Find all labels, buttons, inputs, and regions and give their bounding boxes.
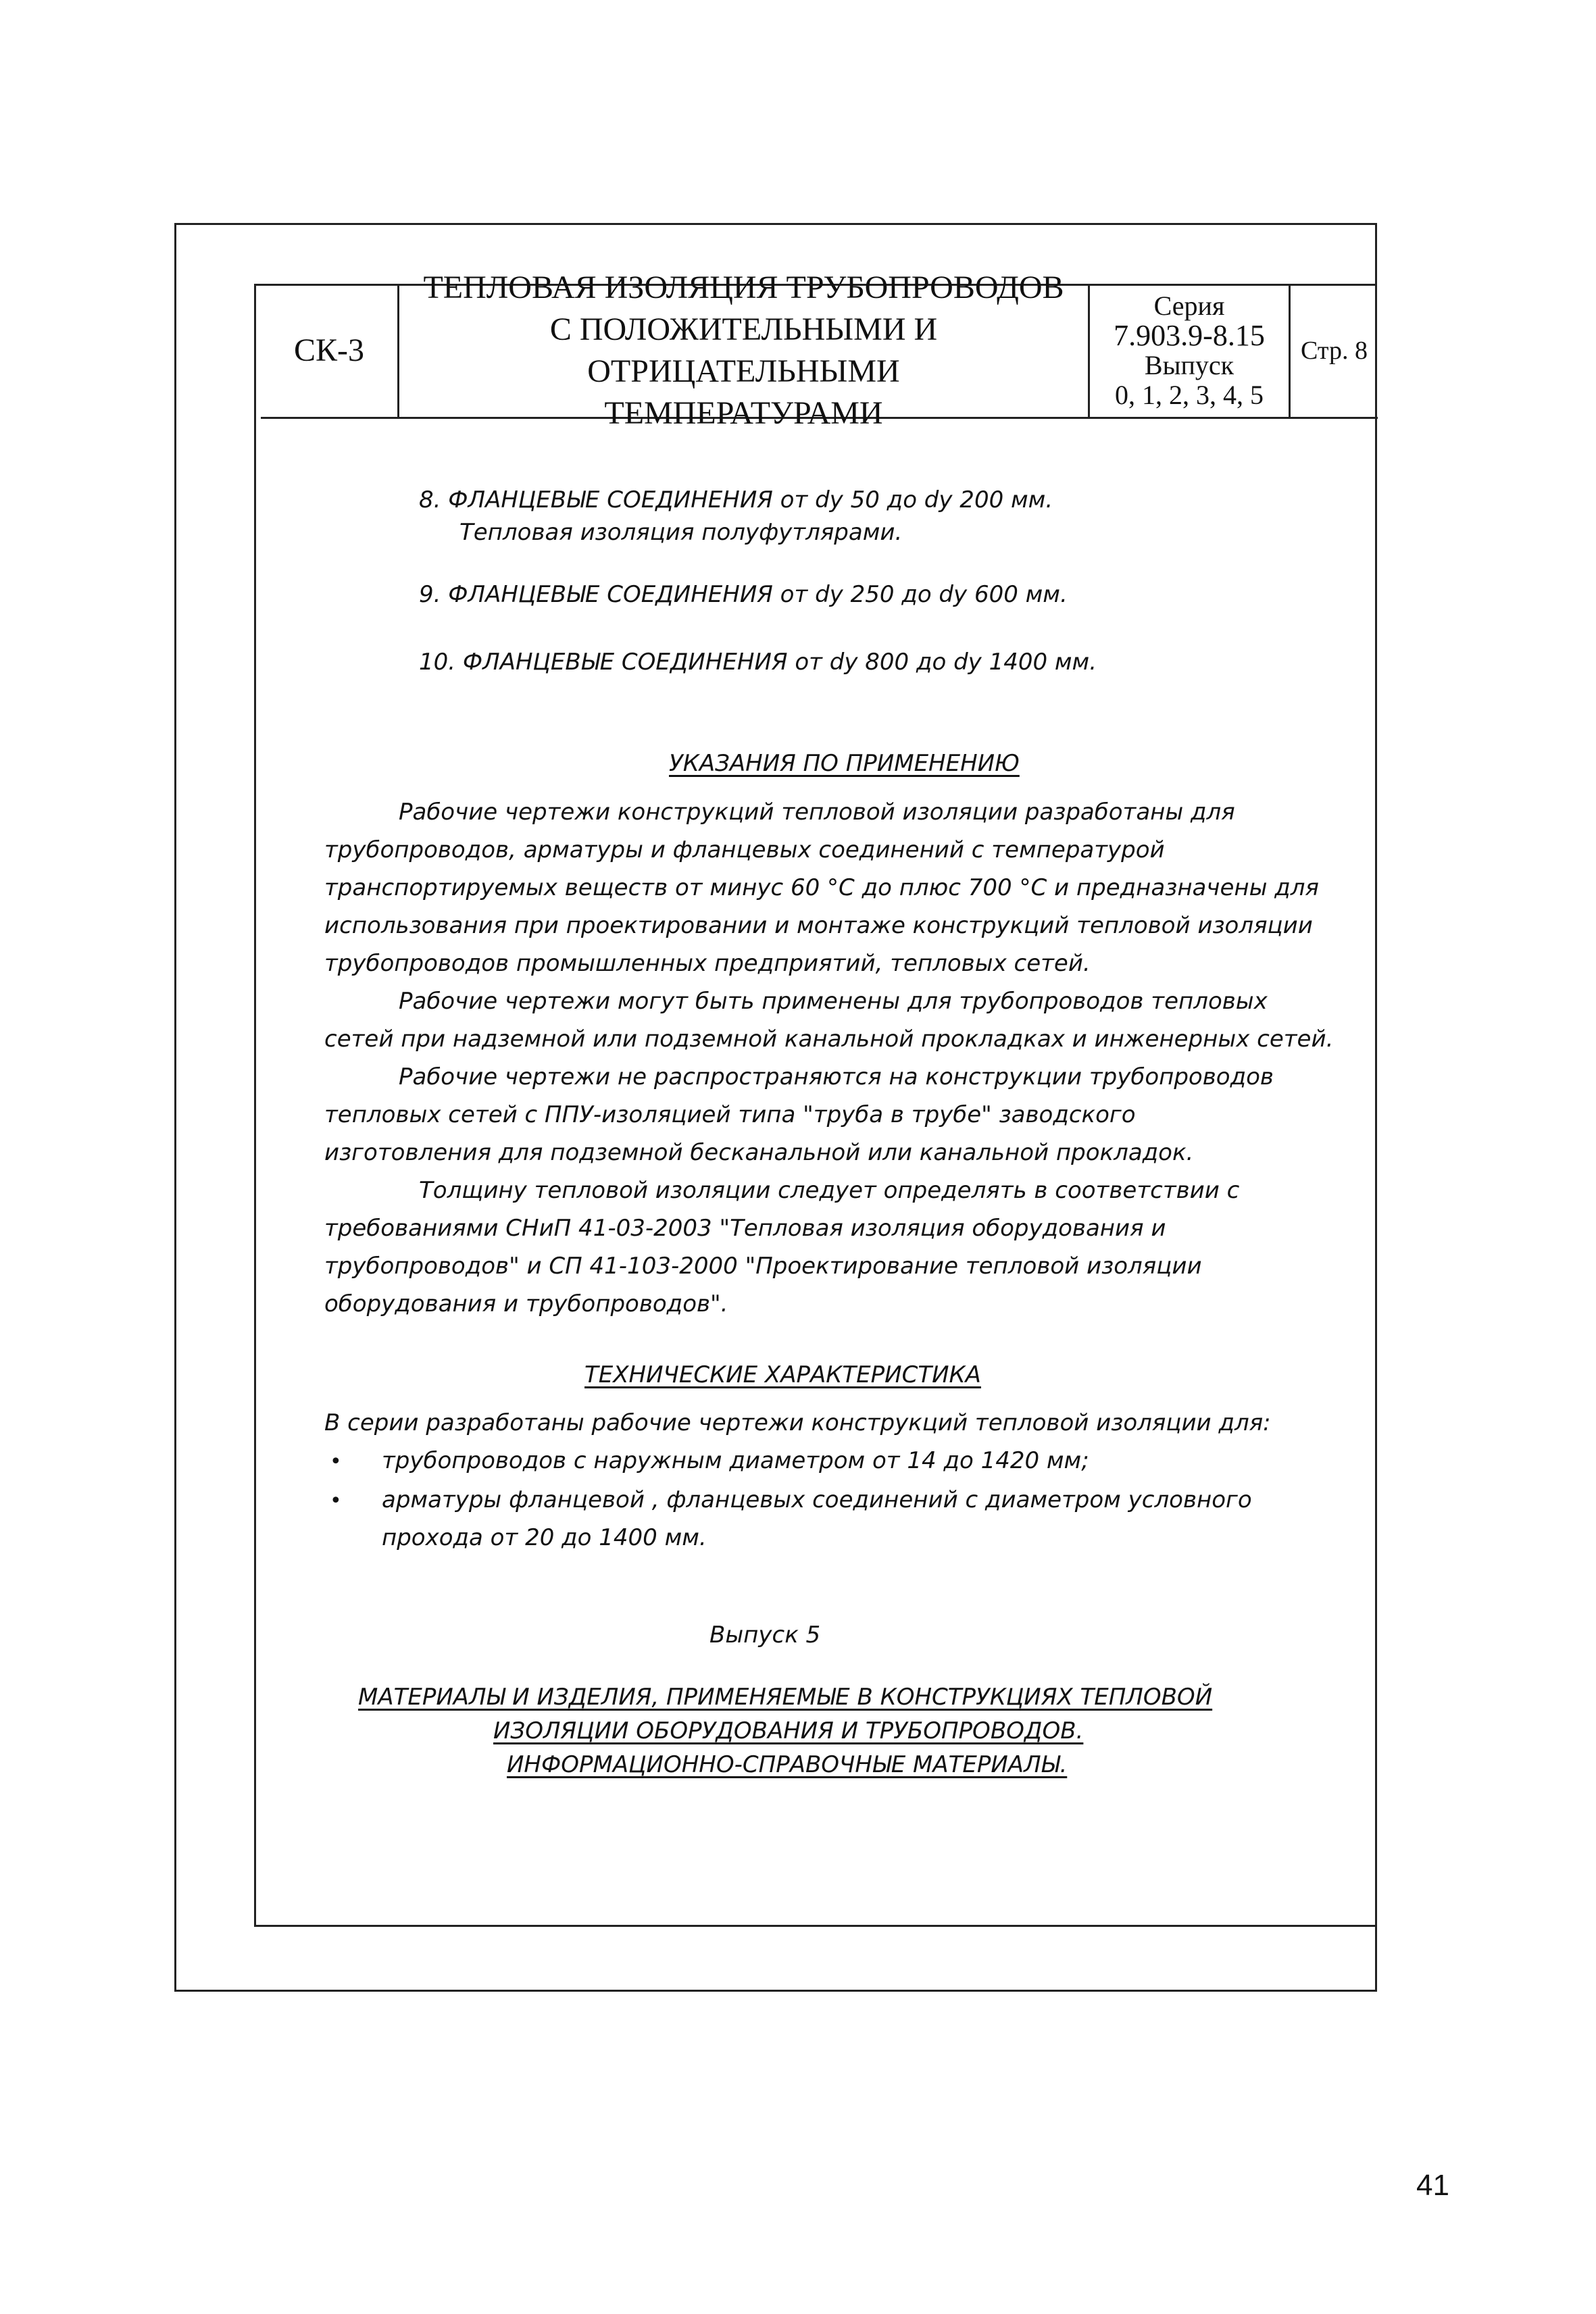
title-line: ТЕМПЕРАТУРАМИ — [604, 395, 883, 431]
document-title — [399, 269, 1090, 431]
usage-line: трубопроводов, арматуры и фланцевых соединений с температурой — [324, 836, 1165, 863]
technical-bullet-continuation: прохода от 20 до 1400 мм. — [382, 1524, 707, 1551]
usage-line: транспортируемых веществ от минус 60 °С до плюс 700 °С и предназначены для — [324, 874, 1319, 901]
technical-intro: В серии разработаны рабочие чертежи конструкций тепловой изоляции для: — [324, 1409, 1271, 1436]
page-label: Стр. 8 — [1301, 336, 1368, 365]
item-9: 9. ФЛАНЦЕВЫЕ СОЕДИНЕНИЯ от dy 250 до dy 600 мм. — [419, 581, 1068, 608]
issue-label: Выпуск — [1144, 349, 1235, 380]
technical-bullet: трубопроводов с наружным диаметром от 14 до 1420 мм; — [382, 1447, 1089, 1474]
usage-line: трубопроводов промышленных предприятий, тепловых сетей. — [324, 950, 1091, 977]
usage-line: Рабочие чертежи не распространяются на конструкции трубопроводов — [399, 1063, 1274, 1090]
issue-label: Выпуск 5 — [709, 1621, 821, 1649]
usage-line: Толщину тепловой изоляции следует определять в соответствии с — [419, 1177, 1240, 1204]
issue-title-line: ИЗОЛЯЦИИ ОБОРУДОВАНИЯ И ТРУБОПРОВОДОВ. — [493, 1717, 1084, 1744]
page-number: 41 — [1416, 2169, 1449, 2202]
series-cell — [1090, 284, 1291, 417]
usage-heading: УКАЗАНИЯ ПО ПРИМЕНЕНИЮ — [669, 750, 1020, 777]
title-block — [261, 269, 1378, 431]
technical-bullet: арматуры фланцевой , фланцевых соединений с диаметром условного — [382, 1486, 1252, 1513]
usage-line: требованиями СНиП 41-03-2003 "Тепловая изоляция оборудования и — [324, 1215, 1166, 1242]
issue-title-line: ИНФОРМАЦИОННО-СПРАВОЧНЫЕ МАТЕРИАЛЫ. — [507, 1751, 1068, 1778]
usage-line: тепловых сетей с ППУ-изоляцией типа "труба в трубе" заводского — [324, 1101, 1136, 1128]
title-line: С ПОЛОЖИТЕЛЬНЫМИ И ОТРИЦАТЕЛЬНЫМИ — [549, 311, 938, 389]
technical-heading: ТЕХНИЧЕСКИЕ ХАРАКТЕРИСТИКА — [584, 1361, 981, 1388]
usage-line: Рабочие чертежи конструкций тепловой изоляции разработаны для — [399, 799, 1235, 826]
usage-line: трубопроводов" и СП 41-103-2000 "Проектирование тепловой изоляции — [324, 1253, 1202, 1280]
usage-line: изготовления для подземной бесканальной или канальной прокладок. — [324, 1139, 1194, 1166]
title-line: ТЕПЛОВАЯ ИЗОЛЯЦИЯ ТРУБОПРОВОДОВ — [423, 269, 1064, 305]
bullet-icon: • — [330, 1450, 342, 1474]
series-label: Серия — [1153, 290, 1225, 321]
issue-title-line: МАТЕРИАЛЫ И ИЗДЕЛИЯ, ПРИМЕНЯЕМЫЕ В КОНСТРУКЦИЯХ ТЕПЛОВОЙ — [358, 1684, 1213, 1711]
usage-line: оборудования и трубопроводов". — [324, 1290, 728, 1317]
usage-line: использования при проектировании и монтаже конструкций тепловой изоляции — [324, 912, 1313, 939]
usage-line: Рабочие чертежи могут быть применены для трубопроводов тепловых — [399, 988, 1268, 1015]
item-10: 10. ФЛАНЦЕВЫЕ СОЕДИНЕНИЯ от dy 800 до dy 1400 мм. — [419, 649, 1097, 676]
item-8-subtitle: Тепловая изоляция полуфутлярами. — [459, 519, 903, 546]
issue-numbers: 0, 1, 2, 3, 4, 5 — [1115, 379, 1264, 410]
item-8: 8. ФЛАНЦЕВЫЕ СОЕДИНЕНИЯ от dy 50 до dy 200 мм. — [419, 486, 1053, 513]
usage-line: сетей при надземной или подземной канальной прокладках и инженерных сетей. — [324, 1026, 1334, 1053]
document-code: СК-3 — [261, 284, 399, 417]
series-number: 7.903.9-8.15 — [1114, 318, 1265, 352]
bullet-icon: • — [330, 1489, 342, 1513]
